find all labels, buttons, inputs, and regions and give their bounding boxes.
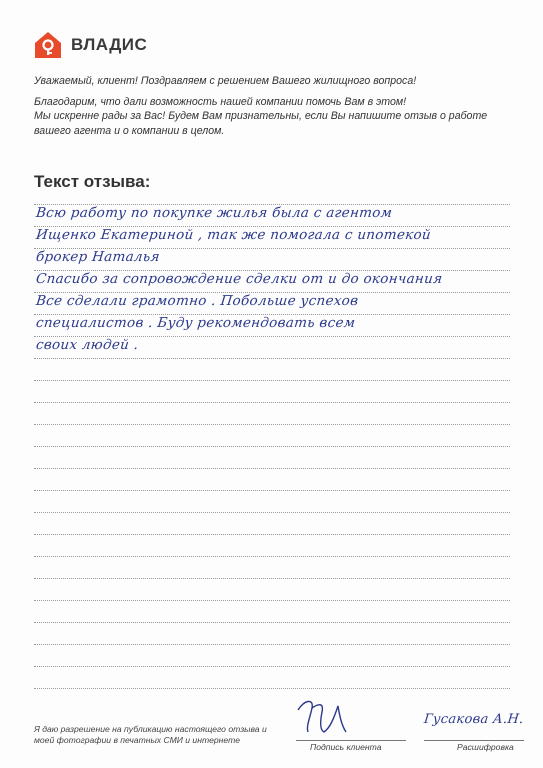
ruled-line <box>34 402 510 403</box>
intro-text <box>34 74 504 144</box>
decode-line <box>424 740 524 741</box>
review-title: Текст отзыва: <box>34 172 151 191</box>
ruled-line <box>34 600 510 601</box>
thanks-line: Благодарим, что дали возможность нашей компании помочь Вам в этом! <box>34 95 407 108</box>
decode-caption: Расшифровка <box>457 742 514 752</box>
ruled-line <box>34 688 510 689</box>
handwritten-line: специалистов . Буду рекомендовать всем <box>35 315 357 331</box>
handwritten-line: брокер Наталья <box>35 249 161 265</box>
ruled-line <box>34 424 510 425</box>
brand-name: ВЛАДИС <box>71 35 148 54</box>
ruled-line <box>34 512 510 513</box>
ruled-line <box>34 622 510 623</box>
signature-line <box>296 740 406 741</box>
request-line: Мы искренне рады за Вас! Будем Вам признательны, если Вы напишите отзыв о работе вашего агента и о компании в целом. <box>34 110 488 137</box>
signature-caption: Подпись клиента <box>310 742 382 752</box>
brand-logo <box>33 30 147 60</box>
ruled-line <box>34 666 510 667</box>
client-signature <box>290 692 360 740</box>
ruled-line <box>34 468 510 469</box>
decode-handwritten: Гусакова А.Н. <box>423 712 525 727</box>
house-key-icon <box>33 30 63 60</box>
ruled-line <box>34 556 510 557</box>
ruled-line <box>34 534 510 535</box>
ruled-line <box>34 490 510 491</box>
ruled-line <box>34 644 510 645</box>
greeting-line: Уважаемый, клиент! Поздравляем с решением Вашего жилищного вопроса! <box>34 75 417 87</box>
ruled-line <box>34 446 510 447</box>
ruled-line <box>34 358 510 359</box>
handwritten-line: Все сделали грамотно . Побольше успехов <box>35 293 360 309</box>
handwritten-line: Спасибо за сопровождение сделки от и до окончания <box>35 271 444 287</box>
handwritten-line: своих людей . <box>35 337 140 353</box>
handwritten-line: Всю работу по покупке жилья была с агентом <box>35 205 394 221</box>
ruled-line <box>34 578 510 579</box>
handwritten-line: Ищенко Екатериной , так же помогала с ипотекой <box>35 227 432 243</box>
ruled-line <box>34 380 510 381</box>
consent-text: Я даю разрешение на публикацию настоящего отзыва и моей фотографии в печатных СМИ и интернете <box>34 724 267 745</box>
